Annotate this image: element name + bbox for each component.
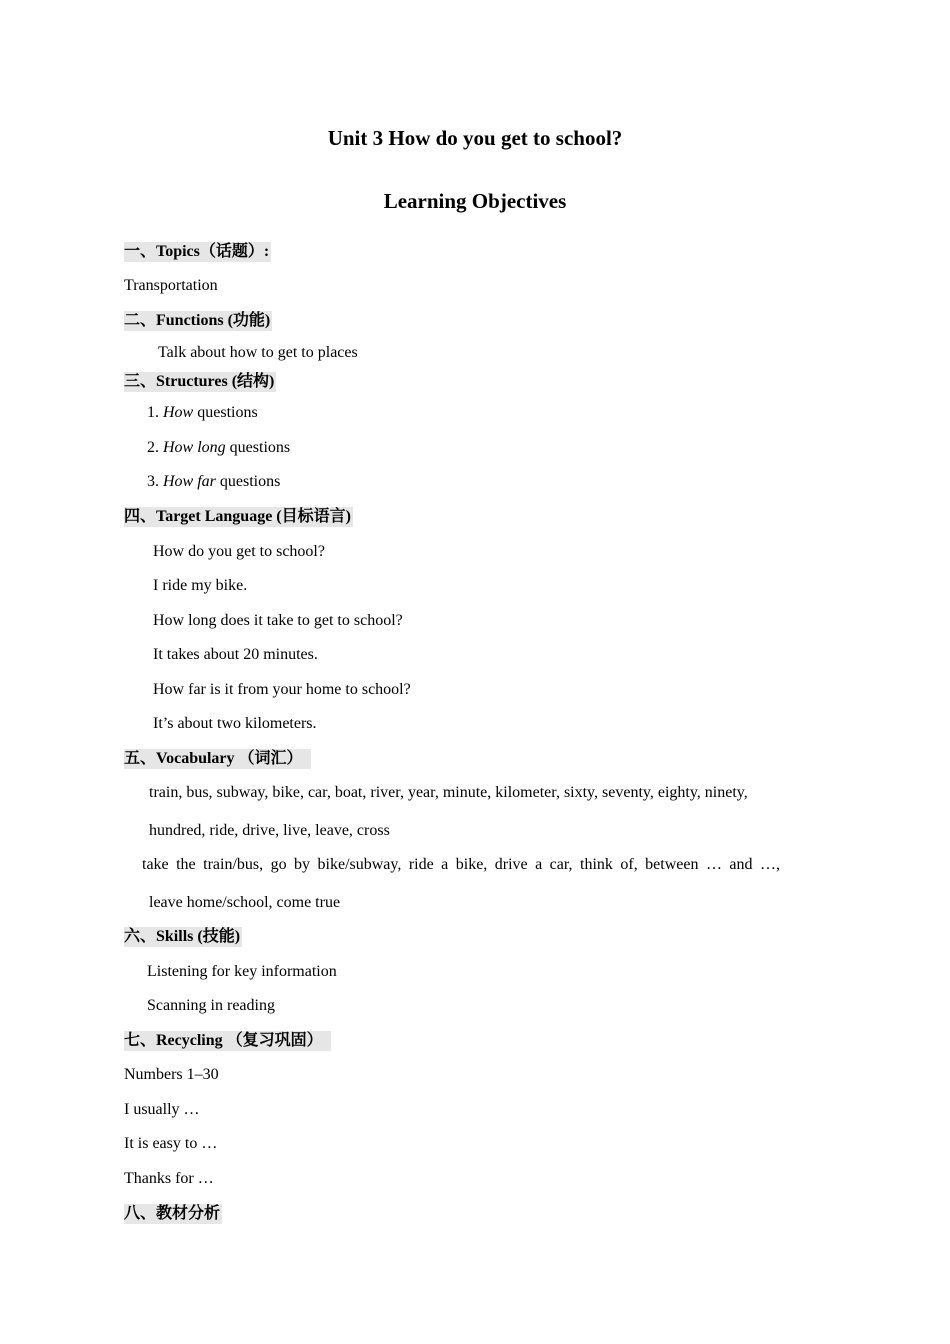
structure-item bbox=[147, 472, 280, 492]
structure-item-keyword: How bbox=[163, 404, 194, 421]
recycling-line: Thanks for … bbox=[124, 1170, 214, 1187]
structure-item-keyword: How far bbox=[163, 473, 216, 490]
skills-line: Scanning in reading bbox=[147, 997, 275, 1014]
target-language-line: It’s about two kilometers. bbox=[153, 715, 317, 732]
vocabulary-line: take the train/bus, go by bike/subway, ride a bike, drive a car, think of, between … and …, bbox=[142, 856, 780, 873]
target-language-line: How do you get to school? bbox=[153, 543, 325, 560]
functions-line: Talk about how to get to places bbox=[158, 344, 358, 361]
target-language-line: It takes about 20 minutes. bbox=[153, 646, 318, 663]
target-language-line: How far is it from your home to school? bbox=[153, 681, 411, 698]
structure-item-number: 1. bbox=[147, 404, 163, 421]
structure-item bbox=[147, 403, 258, 423]
section-heading-topics: 一、Topics（话题）: bbox=[124, 243, 270, 260]
structure-item-rest: questions bbox=[193, 404, 258, 421]
section-heading-functions: 二、Functions (功能) bbox=[124, 312, 271, 329]
structure-item-number: 2. bbox=[147, 439, 163, 456]
structure-item-number: 3. bbox=[147, 473, 163, 490]
section-heading-structures: 三、Structures (结构) bbox=[124, 373, 275, 390]
recycling-line: I usually … bbox=[124, 1101, 200, 1118]
section-heading-recycling: 七、Recycling （复习巩固） bbox=[124, 1031, 331, 1051]
target-language-line: How long does it take to get to school? bbox=[153, 612, 403, 629]
vocabulary-line: train, bus, subway, bike, car, boat, river, year, minute, kilometer, sixty, seventy, eighty, ninety, bbox=[149, 784, 748, 801]
structure-item-rest: questions bbox=[215, 473, 281, 490]
structure-item-keyword: How long bbox=[163, 439, 226, 456]
structure-item-rest: questions bbox=[225, 439, 291, 456]
topics-line: Transportation bbox=[124, 277, 218, 294]
skills-line: Listening for key information bbox=[147, 963, 337, 980]
vocabulary-line: hundred, ride, drive, live, leave, cross bbox=[149, 822, 390, 839]
structure-item bbox=[147, 438, 290, 458]
page-title: Unit 3 How do you get to school? bbox=[327, 126, 623, 150]
page-subtitle: Learning Objectives bbox=[383, 189, 567, 213]
section-heading-vocabulary: 五、Vocabulary （词汇） bbox=[124, 749, 311, 769]
section-heading-analysis: 八、教材分析 bbox=[124, 1205, 221, 1222]
vocabulary-line: leave home/school, come true bbox=[149, 894, 341, 911]
recycling-line: It is easy to … bbox=[124, 1135, 218, 1152]
recycling-line: Numbers 1–30 bbox=[124, 1066, 219, 1083]
section-heading-skills: 六、Skills (技能) bbox=[124, 928, 241, 945]
section-heading-target-language: 四、Target Language (目标语言) bbox=[124, 508, 351, 525]
target-language-line: I ride my bike. bbox=[153, 577, 248, 594]
